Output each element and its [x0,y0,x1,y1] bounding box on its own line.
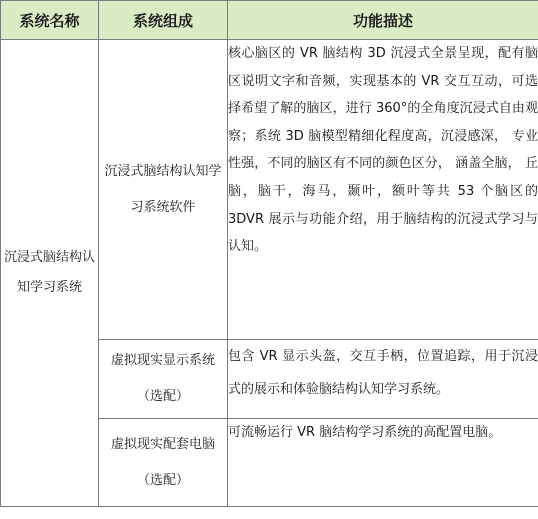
component-cell: 虚拟现实显示系统（选配） [99,340,228,419]
table-row [1,40,538,340]
table-header-row [1,1,538,40]
header-function-description: 功能描述 [228,1,538,40]
description-cell: 包含 VR 显示头盔，交互手柄，位置追踪，用于沉浸式的展示和体验脑结构认知学习系统。 [228,340,538,419]
description-cell: 核心脑区的 VR 脑结构 3D 沉浸式全景呈现，配有脑区说明文字和音频，实现基本的 VR 交互互动，可选择希望了解的脑区，进行 360°的全角度沉浸式自由观察；系统 3D 脑模型精细化程度高，沉浸感深， 专业性强，不同的脑区有不同的颜色区分， 涵盖全脑， 丘脑，脑干，海马，颞叶，额叶等共 53 个脑区的 3DVR 展示与功能介绍，用于脑结构的沉浸式学习与认知。 [228,40,538,340]
header-system-name: 系统名称 [1,1,99,40]
header-system-components: 系统组成 [99,1,228,40]
component-cell: 虚拟现实配套电脑（选配） [99,419,228,507]
component-cell: 沉浸式脑结构认知学习系统软件 [99,40,228,340]
system-name-cell: 沉浸式脑结构认知学习系统 [1,40,99,507]
description-cell: 可流畅运行 VR 脑结构学习系统的高配置电脑。 [228,419,538,507]
